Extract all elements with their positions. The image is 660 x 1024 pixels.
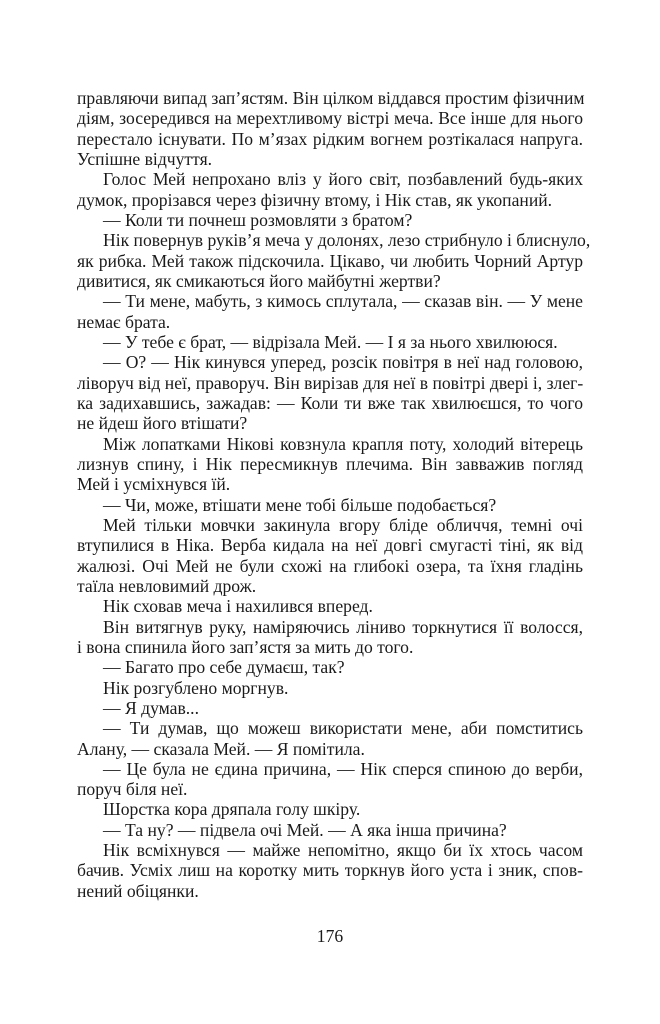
text-line: поруч біля неї.: [77, 779, 188, 800]
paragraph: [77, 210, 583, 230]
paragraph: [77, 759, 583, 800]
text-line: не йдеш його втішати?: [77, 413, 248, 434]
paragraph: [77, 840, 583, 901]
paragraph: [77, 332, 583, 352]
text-line: Нік сховав меча і нахилився вперед.: [103, 596, 373, 617]
text-line: — Ти мене, мабуть, з кимось сплутала, — сказав він. — У мене: [103, 291, 583, 312]
text-line: — У тебе є брат, — відрізала Мей. — І я за нього хвилююся.: [103, 331, 558, 352]
paragraph: [77, 799, 583, 819]
text-line: Нік повернув руків’я меча у долонях, лезо стрибнуло і блиснуло,: [103, 230, 591, 251]
text-line: правляючи випад зап’ястям. Він цілком віддався простим фізичним: [77, 88, 585, 108]
text-line: таїла невловимий дрож.: [77, 575, 257, 596]
paragraph: [77, 678, 583, 698]
text-line: бачив. Усміх лиш на коротку мить торкнув його уста і зник, спов-: [77, 860, 583, 881]
text-line: немає брата.: [77, 311, 171, 332]
text-line: Шорстка кора дряпала голу шкіру.: [103, 799, 361, 820]
text-line: Між лопатками Нікові ковзнула крапля поту, холодий вітерець: [103, 433, 583, 454]
text-line: діям, зосередився на мерехтливому вістрі меча. Все інше для нього: [77, 108, 583, 129]
text-line: Алану, — сказала Мей. — Я помітила.: [77, 738, 365, 759]
text-line: Нік розгублено моргнув.: [103, 677, 289, 698]
page-body-text: [77, 88, 591, 901]
paragraph: [77, 698, 583, 718]
text-line: — Ти думав, що можеш використати мене, аби помститись: [103, 718, 583, 739]
text-line: Мей і усміхнувся їй.: [77, 474, 231, 495]
text-line: ка задихавшись, зажадав: — Коли ти вже так хвилюєшся, то чого: [77, 392, 583, 413]
text-line: Успішне відчуття.: [77, 148, 213, 169]
text-line: перестало існувати. По м’язах рідким вогнем розтікалася напруга.: [77, 128, 583, 149]
text-line: втупилися в Ніка. Верба кидала на неї довгі смугасті тіні, як від: [77, 535, 583, 556]
text-line: ліворуч від неї, праворуч. Він вирізав для неї в повітрі двері і, злег-: [77, 372, 584, 393]
paragraph: [77, 352, 583, 433]
text-line: Нік всміхнувся — майже непомітно, якщо би їх хтось часом: [103, 840, 583, 861]
paragraph: [77, 230, 591, 291]
text-line: лизнув спину, і Нік пересмикнув плечима. Він завважив погляд: [77, 453, 583, 474]
page-number: 176: [316, 926, 344, 946]
text-line: — Чи, може, втішати мене тобі більше подобається?: [103, 494, 497, 515]
paragraph: [77, 434, 583, 495]
paragraph: [77, 515, 583, 596]
paragraph: [77, 617, 583, 658]
text-line: думок, прорізався через фізичну втому, і Нік став, як укопаний.: [77, 189, 553, 210]
text-line: — Багато про себе думаєш, так?: [103, 657, 345, 678]
paragraph: [77, 291, 583, 332]
text-line: — Це була не єдина причина, — Нік сперся спиною до верби,: [103, 758, 583, 779]
paragraph: [77, 596, 583, 616]
paragraph: [77, 495, 583, 515]
paragraph: [77, 820, 583, 840]
text-line: дивитися, як смикаються його майбутні жертви?: [77, 270, 441, 291]
text-line: як рибка. Мей також підскочила. Цікаво, чи любить Чорний Артур: [77, 250, 583, 271]
paragraph: [77, 169, 583, 210]
text-line: — Я думав...: [103, 697, 199, 718]
text-line: і вона спинила його зап’ястя за мить до того.: [77, 636, 414, 657]
text-line: Мей тільки мовчки закинула вгору бліде обличчя, темні очі: [103, 514, 583, 535]
text-line: — Коли ти почнеш розмовляти з братом?: [103, 209, 413, 230]
text-line: Голос Мей непрохано вліз у його світ, позбавлений будь-яких: [103, 169, 583, 190]
text-line: — О? — Нік кинувся уперед, розсік повітря в неї над головою,: [103, 352, 583, 373]
text-line: нений обіцянки.: [77, 880, 199, 901]
text-line: Він витягнув руку, наміряючись ліниво торкнутися її волосся,: [103, 616, 583, 637]
text-line: — Та ну? — підвела очі Мей. — А яка інша причина?: [103, 819, 507, 840]
paragraph: [77, 718, 583, 759]
paragraph: [77, 657, 583, 677]
paragraph: [77, 88, 583, 169]
text-line: жалюзі. Очі Мей не були схожі на глибокі озера, та їхня гладінь: [77, 555, 583, 576]
